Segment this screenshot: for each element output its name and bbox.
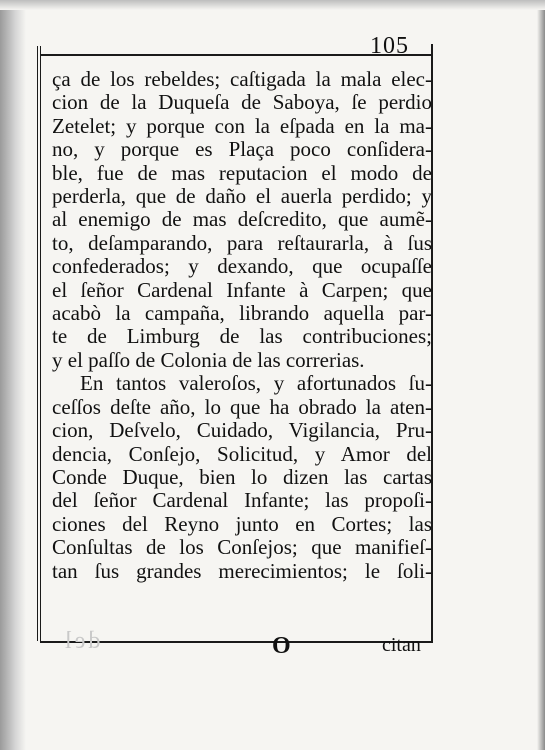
text-line: y el paſſo de Colonia de las correrias. [52,347,365,372]
text-line: En tantos valeroſos, y afortunados ſu- [80,371,432,396]
text-line: acabò la campaña, librando aquella par- [52,301,432,326]
page-edge-shadow [537,0,545,750]
text-line: Conſultas de los Conſejos; que manifieſ- [52,535,432,560]
text-line: ceſſos deſte año, lo que ha obrado la aten- [52,394,432,419]
catchword: citan [382,634,421,656]
paragraph-1 [52,68,432,372]
text-line: ça de los rebeldes; caſtigada la mala elec- [52,67,432,91]
top-edge-shadow [0,0,545,10]
text-line: ciones del Reyno junto en Cortes; las [52,511,432,536]
body-text [52,68,432,583]
text-line: al enemigo de mas deſcredito, que aumẽ- [52,207,432,232]
text-line: confederados; y dexando, que ocupaſſe [52,254,432,279]
text-line: del ſeñor Cardenal Infante; las propoſi- [52,488,432,513]
text-line: perderla, que de daño el auerla perdido; y [52,184,432,209]
text-line: te de Limburg de las contribuciones; [52,324,432,349]
text-line: dencia, Conſejo, Solicitud, y Amor del [52,441,432,466]
text-line: to, deſamparando, para reſtaurarla, à ſus [52,230,432,255]
signature-mark: O [272,633,291,659]
paragraph-2 [52,372,432,583]
text-line: ble, fue de mas reputacion el modo de [52,160,432,185]
text-line: cion, Deſvelo, Cuidado, Vigilancia, Pru- [52,418,432,443]
text-line: tan ſus grandes merecimientos; le ſoli- [52,558,432,583]
text-line: cion de la Duqueſa de Saboya, ſe perdio [52,90,432,115]
text-line: no, y porque es Plaça poco conſidera- [52,137,432,162]
text-line: Zetelet; y porque con la eſpada en la ma- [52,113,432,138]
text-line: el ſeñor Cardenal Infante à Carpen; que [52,277,432,302]
bleed-through-text: del [62,628,101,654]
page-number: 105 [370,33,409,59]
binding-shadow [0,0,26,750]
text-line: Conde Duque, bien lo dizen las cartas [52,464,432,489]
